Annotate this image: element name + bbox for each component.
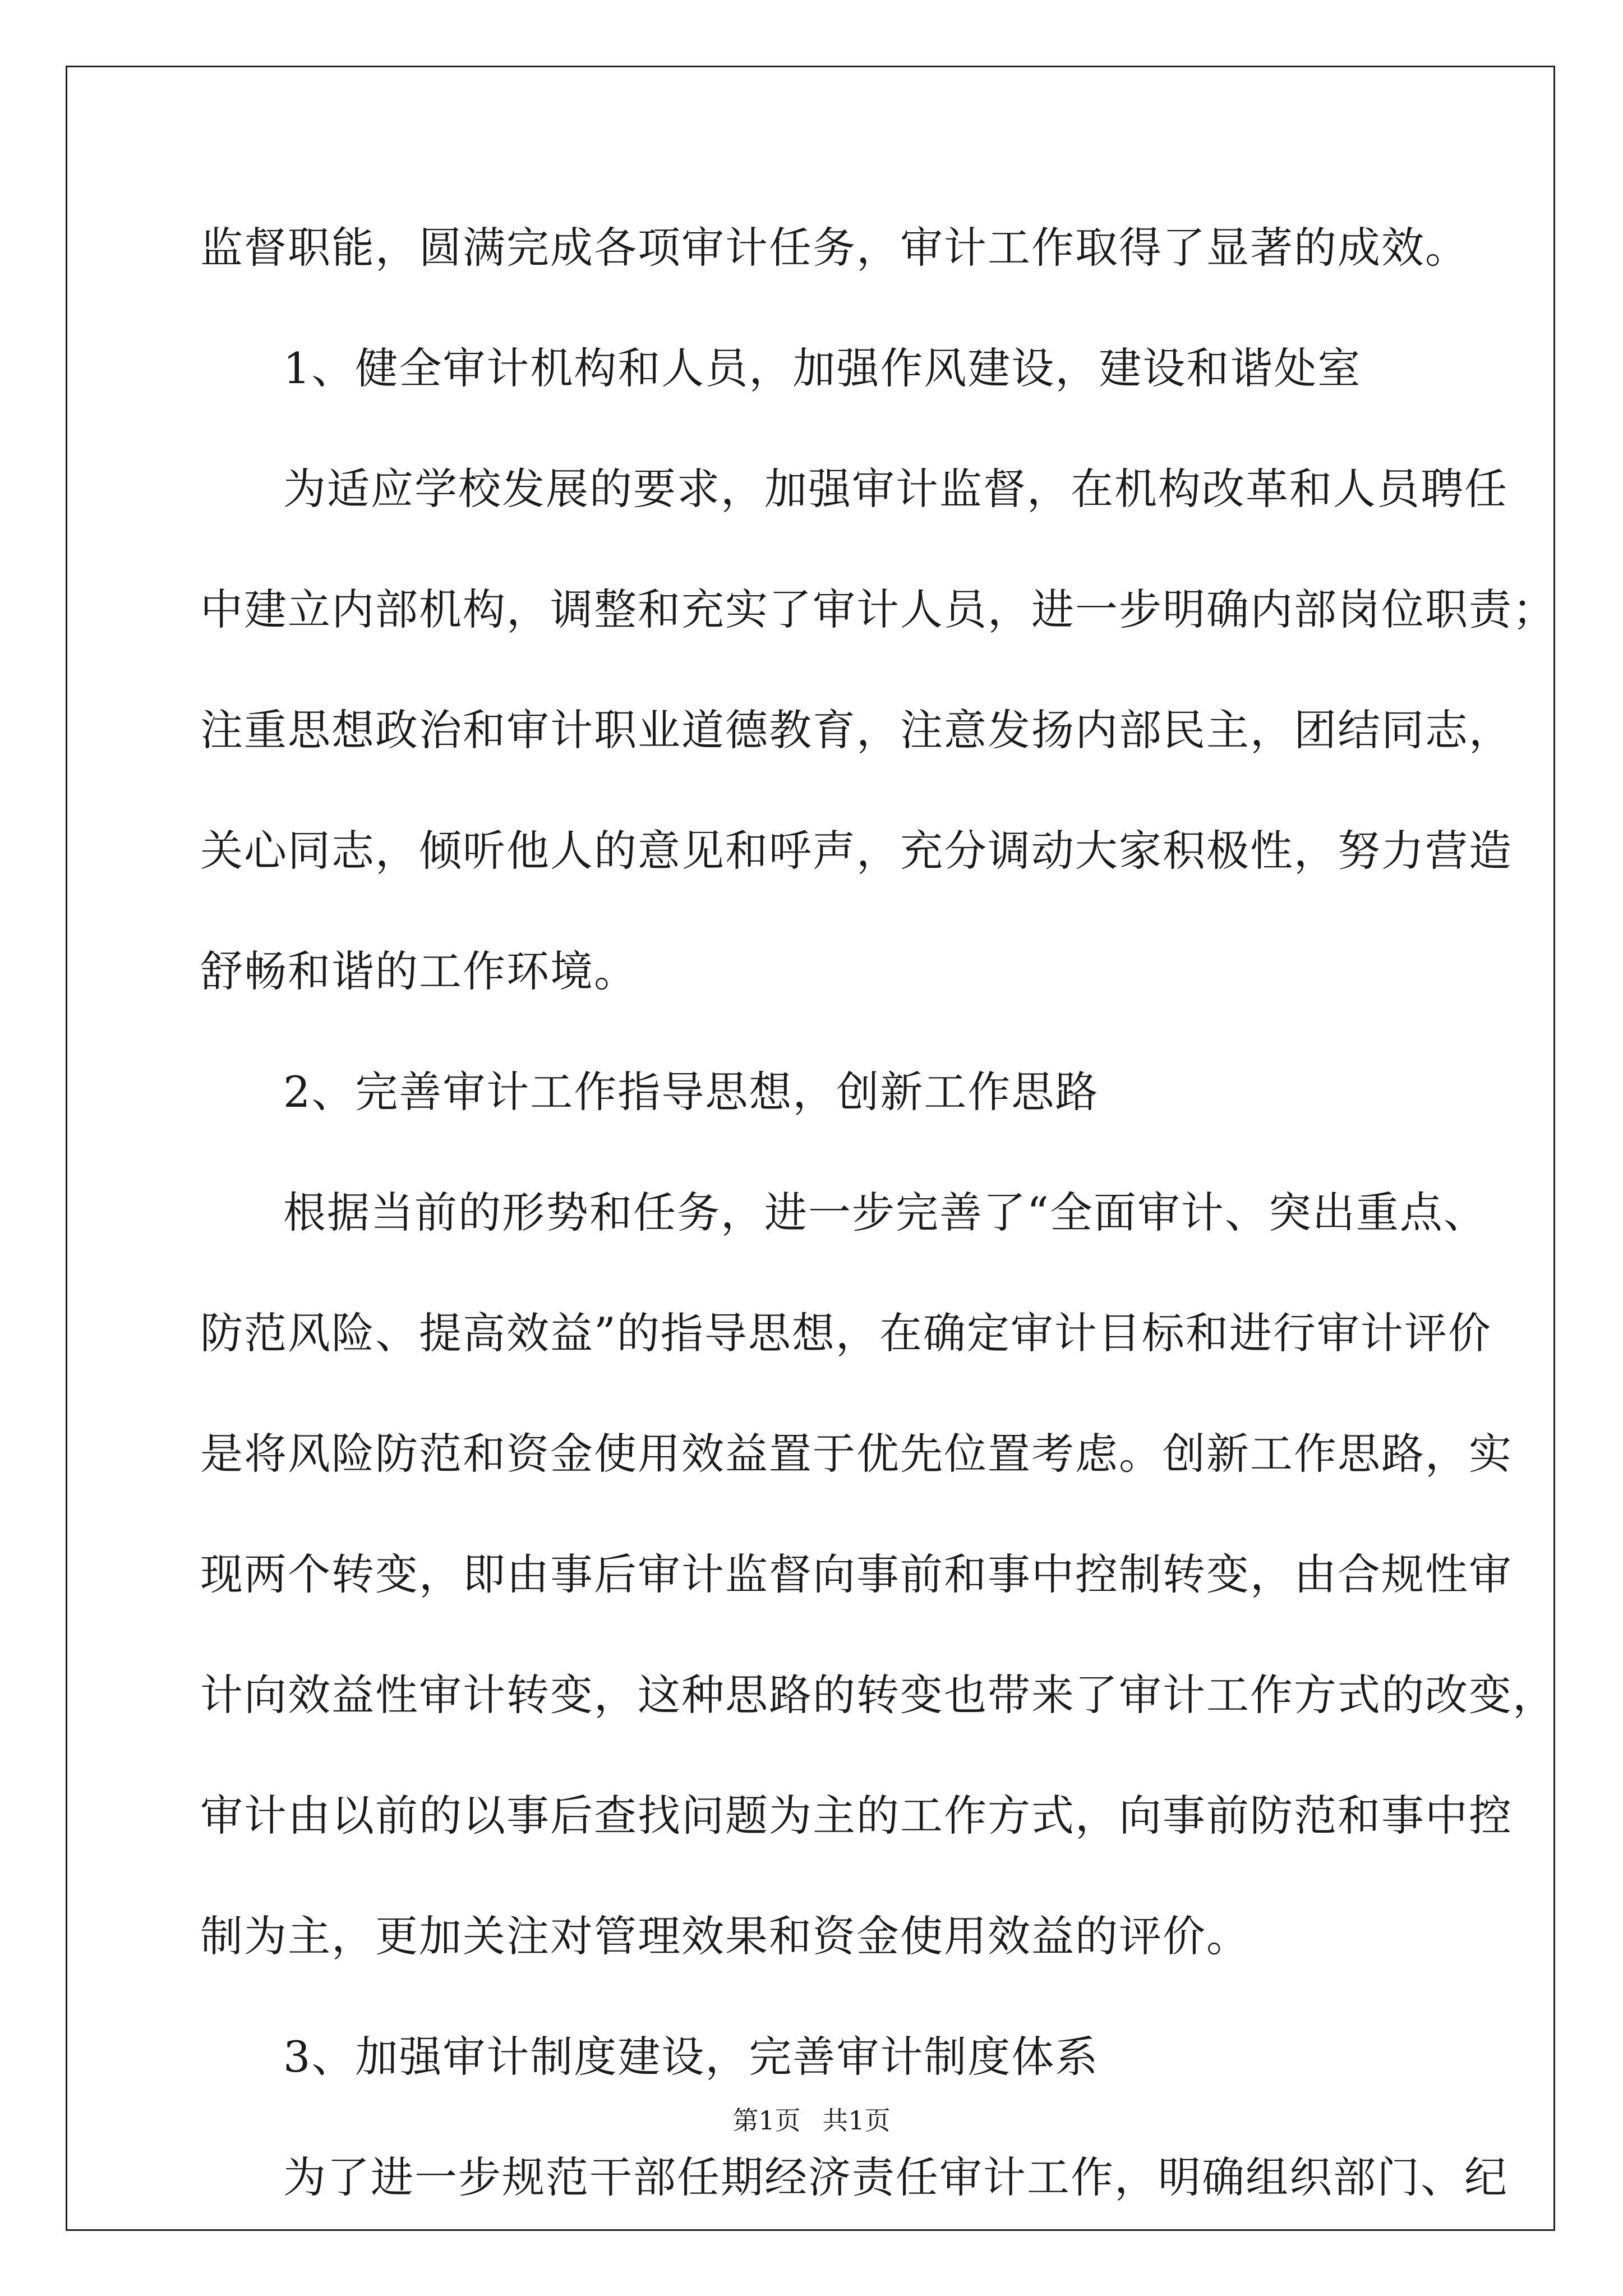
text-line-17: 为了进一步规范干部任期经济责任审计工作，明确组织部门、纪 xyxy=(283,2152,1508,2202)
text-line-15: 制为主，更加关注对管理效果和资金使用效益的评价。 xyxy=(200,1911,1250,1961)
text-line-6: 关心同志，倾听他人的意见和呼声，充分调动大家积极性，努力营造 xyxy=(200,826,1513,876)
text-line-12: 现两个转变，即由事后审计监督向事前和事中控制转变，由合规性审 xyxy=(200,1549,1513,1599)
text-line-11: 是将风险防范和资金使用效益置于优先位置考虑。创新工作思路，实 xyxy=(200,1429,1513,1479)
heading-3: 3、加强审计制度建设，完善审计制度体系 xyxy=(283,2032,1099,2082)
heading-2: 2、完善审计工作指导思想，创新工作思路 xyxy=(283,1067,1099,1117)
text-line-14: 审计由以前的以事后查找问题为主的工作方式，向事前防范和事中控 xyxy=(200,1791,1513,1841)
text-line-4: 中建立内部机构，调整和充实了审计人员，进一步明确内部岗位职责； xyxy=(200,585,1556,634)
text-line-5: 注重思想政治和审计职业道德教育，注意发扬内部民主，团结同志， xyxy=(200,705,1513,755)
document-body xyxy=(200,206,1556,2256)
page-total: 共1页 xyxy=(822,2105,891,2136)
text-line-3: 为适应学校发展的要求，加强审计监督，在机构改革和人员聘任 xyxy=(283,464,1508,514)
text-line-9: 根据当前的形势和任务，进一步完善了“全面审计、突出重点、 xyxy=(283,1188,1487,1237)
text-line-13: 计向效益性审计转变，这种思路的转变也带来了审计工作方式的改变， xyxy=(200,1670,1556,1720)
text-line-7: 舒畅和谐的工作环境。 xyxy=(200,946,638,996)
page-number: 第1页 xyxy=(732,2105,801,2136)
page-footer xyxy=(0,2104,1623,2137)
heading-1: 1、健全审计机构和人员，加强作风建设，建设和谐处室 xyxy=(283,343,1362,393)
text-line-10: 防范风险、提高效益”的指导思想，在确定审计目标和进行审计评价 xyxy=(200,1308,1492,1358)
text-line-1: 监督职能，圆满完成各项审计任务，审计工作取得了显著的成效。 xyxy=(200,223,1469,273)
